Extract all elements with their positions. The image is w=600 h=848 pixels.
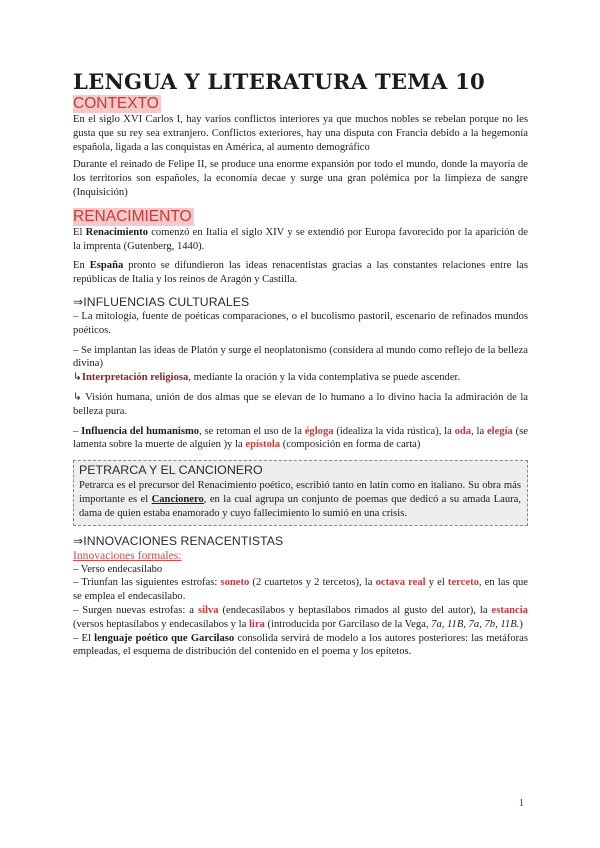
espana-term: España [89,260,124,272]
lira-scheme: 7a, 11B, 7a, 7b, 11B. [431,618,520,630]
text-run: (introducida por Garcilaso de la Vega, [264,618,432,630]
petrarca-heading: PETRARCA Y EL CANCIONERO [79,463,263,478]
garcilaso-term: lenguaje poético que Garcilaso [94,632,235,644]
contexto-heading: CONTEXTO [73,95,159,112]
innovaciones-formales-subheading: Innovaciones formales: [73,548,182,562]
text-run: (versos heptasílabos y endecasílabos y la [73,618,249,630]
text-run: , en las que se emplea el endecasílabo. [73,577,528,603]
interpretacion-religiosa-term: Interpretación religiosa [81,372,189,384]
text-run: (composición en forma de carta) [280,439,421,451]
text-run: y el [425,577,448,589]
text-run: – Triunfan las siguientes estrofas: [73,577,221,589]
innovaciones-item-4 [73,632,528,660]
octava-real-term: octava real [375,577,426,589]
renacimiento-paragraph-1 [73,226,528,254]
epistola-term: epístola [245,439,281,451]
page-content [73,70,528,659]
influencias-heading: ⇒INFLUENCIAS CULTURALES [73,294,250,309]
page-title: LENGUA Y LITERATURA TEMA 10 [73,69,485,94]
influencias-item-3 [73,371,528,385]
lira-term: lira [248,618,265,630]
innovaciones-heading: ⇒INNOVACIONES RENACENTISTAS [73,533,284,548]
renacimiento-paragraph-2 [73,259,528,287]
silva-term: silva [197,604,219,616]
elegia-term: elegía [486,425,513,437]
text-run: (2 cuartetos y 2 tercetos), la [249,577,376,589]
text-run: pronto se difundieron las ideas renacentistas gracias a las constantes relaciones entre las repúblicas de Italia y los reinos de Aragón y Castilla. [73,260,528,286]
petrarca-paragraph [79,479,521,520]
text-run: – Surgen nuevas estrofas: a [73,604,198,616]
arrow-icon: ↳ [73,372,82,384]
contexto-paragraph-1: En el siglo XVI Carlos I, hay varios conflictos interiores ya que muchos nobles se rebelan porque no les gusta que su rey sea extranjero. Conflictos exteriores, hay una disputa con Francia debido a la hegemonía española, ligada a las conquistas en América, al aumento demográfico [73,114,528,153]
oda-term: oda [454,425,472,437]
text-run: , mediante la oración y la vida contemplativa se puede ascender. [188,372,461,384]
text-run: comenzó en Italia el siglo XIV y se extendió por Europa favorecido por la aparición de la imprenta (Gutenberg, 1440). [73,226,528,252]
innovaciones-item-2 [73,576,528,604]
text-run: , en la cual agrupa un conjunto de poemas que dedicó a su amada Laura, dama de quien estaba enamorado y cuyo fallecimiento lo sumió en una crisis. [79,493,521,519]
text-run: , se retoman el uso de la [199,425,305,437]
page-number: 1 [519,798,524,809]
influencias-item-5 [73,425,528,453]
text-run: Petrarca es el precursor del Renacimiento poético, escribió tanto en latín como en italiano. Su obra más importante es el [79,480,521,505]
terceto-term: terceto [447,577,479,589]
influencias-item-1: – La mitología, fuente de poéticas comparaciones, o el bucolismo pastoril, escenario de refinados mundos poéticos. [73,310,528,336]
estancia-term: estancia [491,604,528,616]
cancionero-term: Cancionero [151,493,204,505]
text-run: (idealiza la vida rústica), la [333,425,455,437]
text-run: El [73,226,86,238]
humanismo-term: Influencia del humanismo [81,425,200,437]
text-run: (endecasílabos y heptasílabos rimados al gusto del autor), la [218,604,492,616]
influencias-item-4: ↳ Visión humana, unión de dos almas que se elevan de lo humano a lo divino hacia la admiración de la belleza pura. [73,391,528,417]
text-run: – El [73,632,95,644]
text-run: (se lamenta sobre la muerte de alguien )y la [73,425,528,451]
renacimiento-term: Renacimiento [85,226,148,238]
text-run: ) [519,618,523,630]
egloga-term: égloga [304,425,334,437]
text-run: , la [471,425,487,437]
text-run: – [73,425,82,437]
petrarca-box [73,460,528,525]
influencias-item-2: – Se implantan las ideas de Platón y surge el neoplatonismo (considera al mundo como reflejo de la belleza divina) [73,344,528,370]
contexto-paragraph-2: Durante el reinado de Felipe II, se produce una enorme expansión por todo el mundo, donde la mayoría de los territorios son españoles, la economía decae y surge una gran polémica por la limpieza de sangre (Inquisición) [73,159,528,198]
innovaciones-item-1: – Verso endecasílabo [73,563,163,575]
text-run: consolida servirá de modelo a los autores posteriores: las metáforas empleadas, el esquema de distribución del contenido en el poema y los epítetos. [73,632,528,658]
renacimiento-heading: RENACIMIENTO [73,207,192,225]
text-run: En [73,260,90,272]
soneto-term: soneto [220,577,250,589]
innovaciones-item-3 [73,604,528,632]
